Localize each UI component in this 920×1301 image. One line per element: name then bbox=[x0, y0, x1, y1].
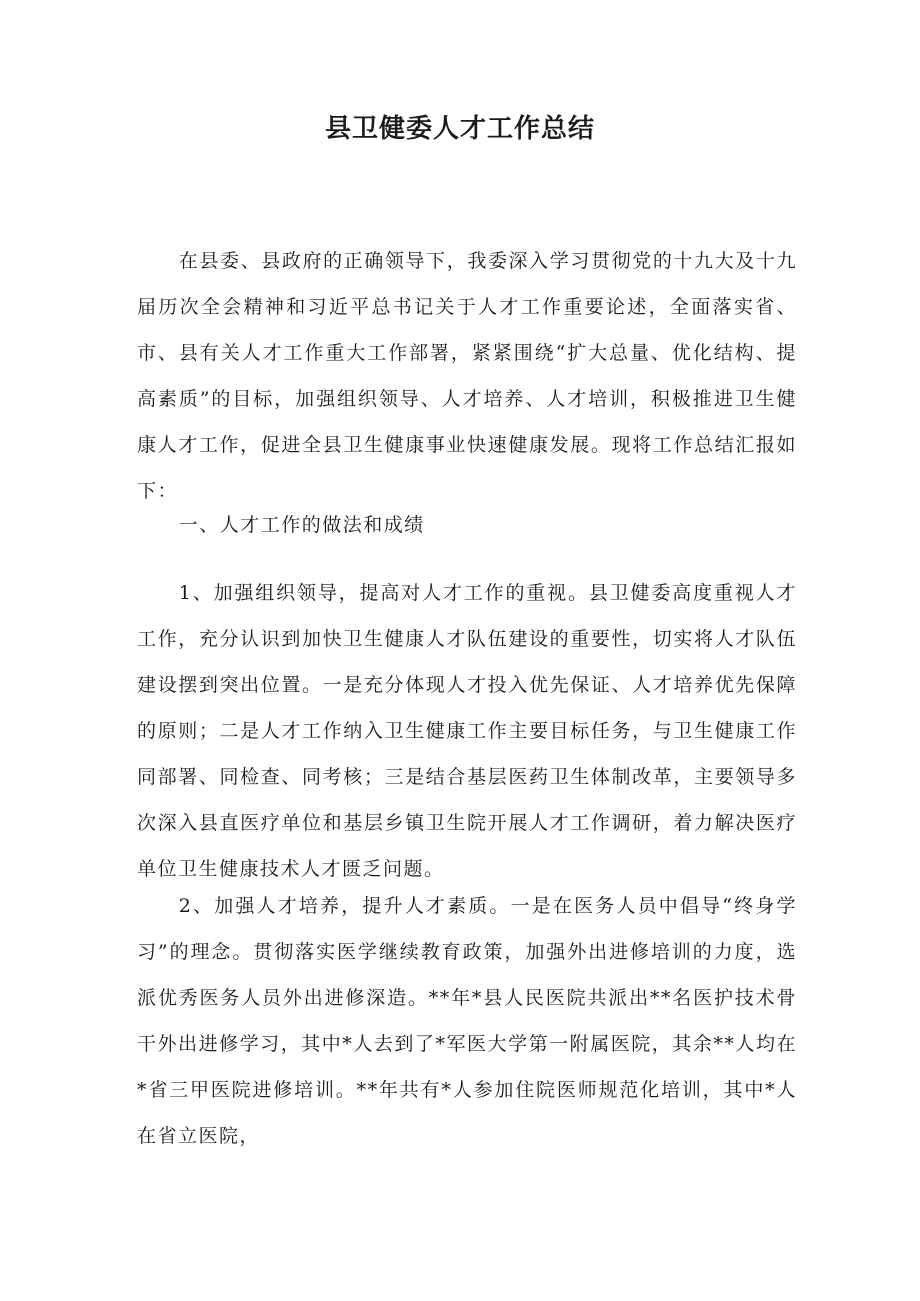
paragraph-talent-training: 2、加强人才培养，提升人才素质。一是在医务人员中倡导“终身学习”的理念。贯彻落实医学继续教育政策，加强外出进修培训的力度，选派优秀医务人员外出进修深造。**年*县人民医院共派出**名医护技术骨干外出进修学习，其中*人去到了*军医大学第一附属医院，其余**人均在*省三甲医院进修培训。**年共有*人参加住院医师规范化培训，其中*人在省立医院， bbox=[137, 895, 797, 1147]
intro-paragraph: 在县委、县政府的正确领导下，我委深入学习贯彻党的十九大及十九届历次全会精神和习近平总书记关于人才工作重要论述，全面落实省、市、县有关人才工作重大工作部署，紧紧围绕“扩大总量、优化结构、提高素质”的目标，加强组织领导、人才培养、人才培训，积极推进卫生健康人才工作，促进全县卫生健康事业快速健康发展。现将工作总结汇报如下： bbox=[137, 250, 797, 502]
section-heading: 一、人才工作的做法和成绩 bbox=[178, 514, 425, 536]
document-title: 县卫健委人才工作总结 bbox=[324, 114, 595, 144]
paragraph-organization-leadership: 1、加强组织领导，提高对人才工作的重视。县卫健委高度重视人才工作，充分认识到加快卫生健康人才队伍建设的重要性，切实将人才队伍建设摆到突出位置。一是充分体现人才投入优先保证、人才培养优先保障的原则；二是人才工作纳入卫生健康工作主要目标任务，与卫生健康工作同部署、同检查、同考核；三是结合基层医药卫生体制改革，主要领导多次深入县直医疗单位和基层乡镇卫生院开展人才工作调研，着力解决医疗单位卫生健康技术人才匮乏问题。 bbox=[137, 582, 797, 880]
